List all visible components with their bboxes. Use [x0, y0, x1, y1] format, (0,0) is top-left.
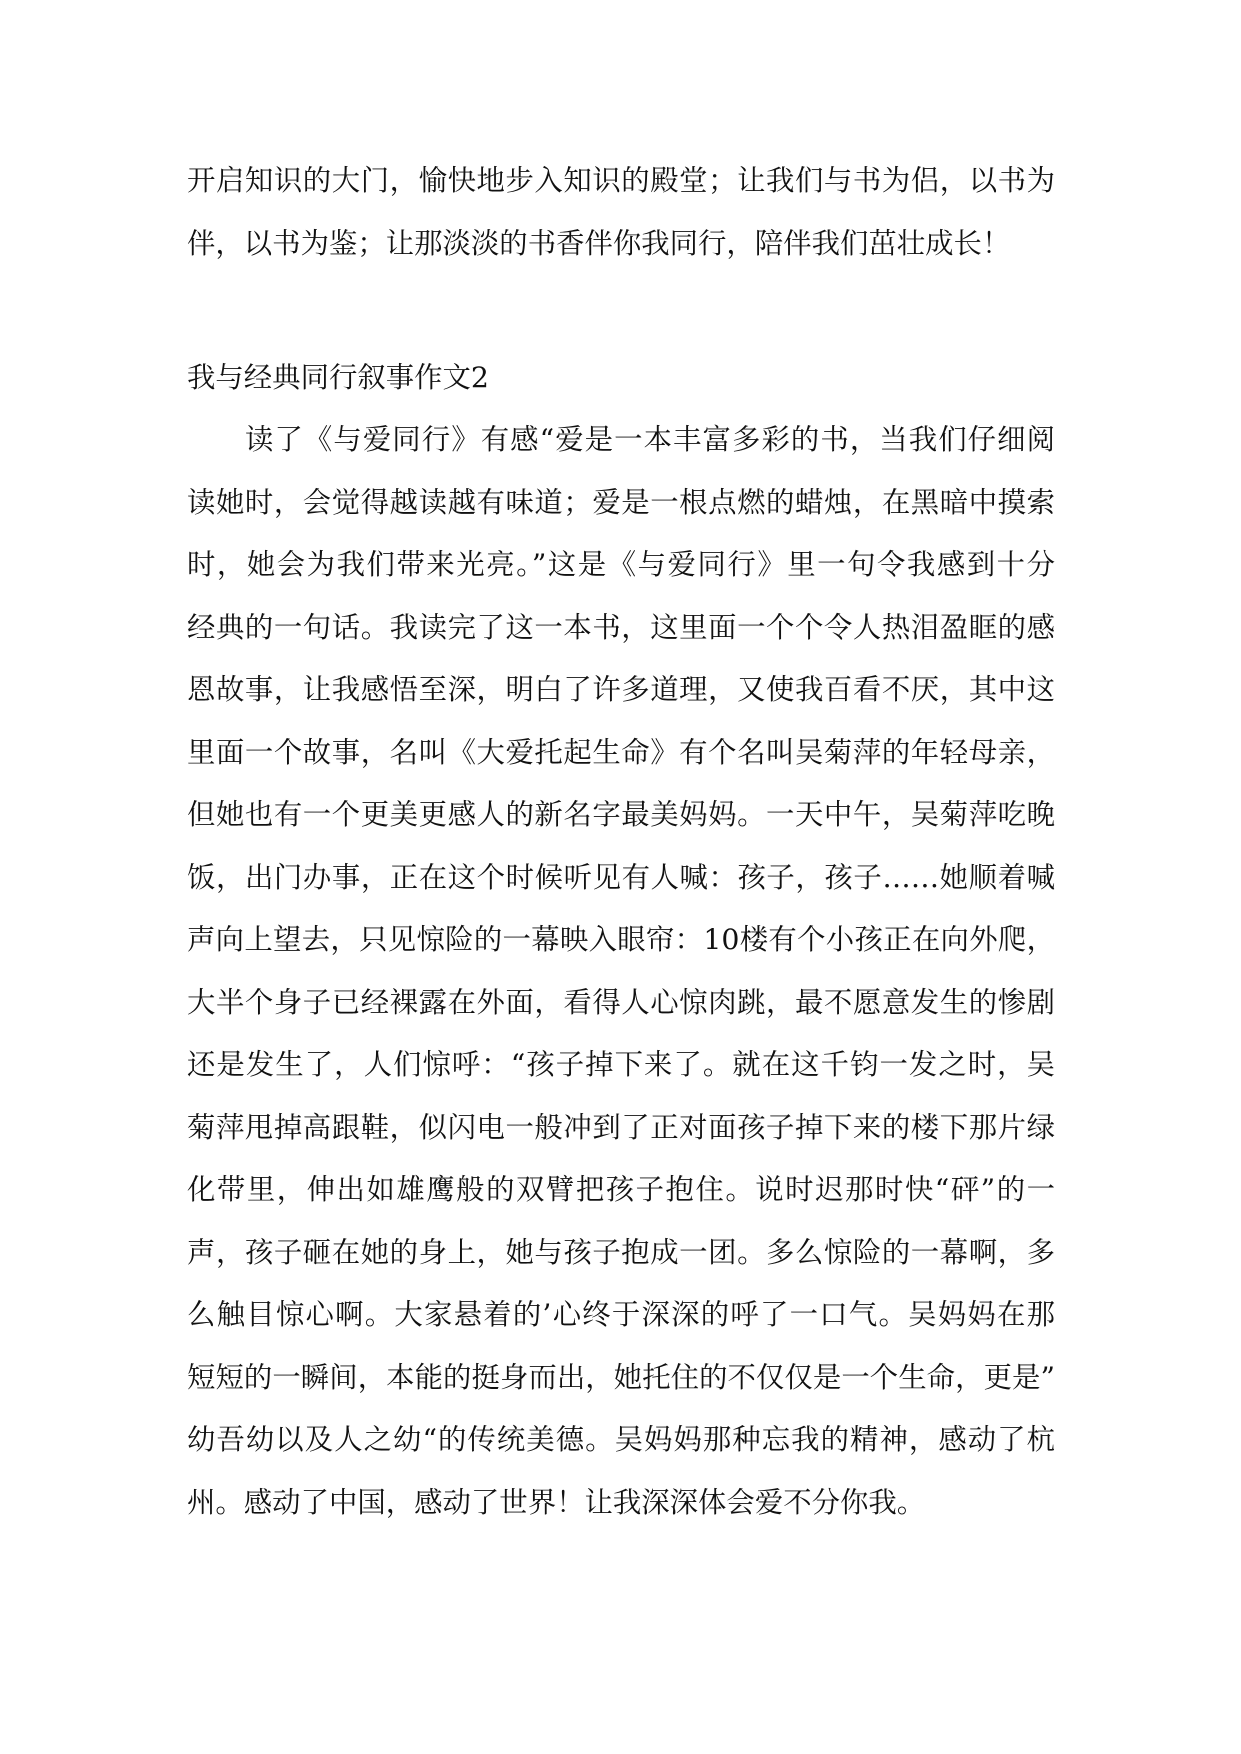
essay-line: 恩故事，让我感悟至深，明白了许多道理，又使我百看不厌，其中这	[187, 673, 1055, 706]
intro-line: 伴，以书为鉴；让那淡淡的书香伴你我同行，陪伴我们茁壮成长！	[187, 226, 1011, 260]
essay-line: 时，她会为我们带来光亮。”这是《与爱同行》里一句令我感到十分	[187, 548, 1055, 581]
essay-line: 里面一个故事，名叫《大爱托起生命》有个名叫吴菊萍的年轻母亲，	[187, 735, 1055, 769]
essay-line: 么触目惊心啊。大家悬着的’心终于深深的呼了一口气。吴妈妈在那	[187, 1298, 1055, 1331]
essay-line: 短短的一瞬间，本能的挺身而出，她托住的不仅仅是一个生命，更是”	[187, 1360, 1055, 1394]
essay-line: 但她也有一个更美更感人的新名字最美妈妈。一天中午，吴菊萍吃晚	[187, 798, 1055, 831]
essay-body	[187, 409, 1055, 1534]
essay-line: 经典的一句话。我读完了这一本书，这里面一个个令人热泪盈眶的感	[187, 610, 1055, 644]
essay-line: 声，孩子砸在她的身上，她与孩子抱成一团。多么惊险的一幕啊，多	[187, 1235, 1055, 1269]
essay-line: 还是发生了，人们惊呼：“孩子掉下来了。就在这千钧一发之时，吴	[187, 1048, 1055, 1081]
essay-line: 读了《与爱同行》有感“爱是一本丰富多彩的书，当我们仔细阅	[245, 423, 1055, 456]
intro-line: 开启知识的大门，愉快地步入知识的殿堂；让我们与书为侣，以书为	[187, 164, 1055, 197]
essay-title: 我与经典同行叙事作文2	[187, 361, 489, 394]
essay-line: 化带里，伸出如雄鹰般的双臂把孩子抱住。说时迟那时快“砰”的一	[187, 1173, 1055, 1206]
essay-line: 读她时，会觉得越读越有味道；爱是一根点燃的蜡烛，在黑暗中摸索	[187, 485, 1055, 519]
intro-paragraph	[187, 150, 1055, 275]
essay-line: 大半个身子已经裸露在外面，看得人心惊肉跳，最不愿意发生的惨剧	[187, 985, 1055, 1019]
essay-line: 州。感动了中国，感动了世界！让我深深体会爱不分你我。	[187, 1485, 926, 1519]
essay-line: 声向上望去，只见惊险的一幕映入眼帘：10楼有个小孩正在向外爬，	[187, 923, 1055, 956]
essay-line: 菊萍甩掉高跟鞋，似闪电一般冲到了正对面孩子掉下来的楼下那片绿	[187, 1110, 1055, 1144]
essay-line: 幼吾幼以及人之幼“的传统美德。吴妈妈那种忘我的精神，感动了杭	[187, 1423, 1055, 1456]
essay-line: 饭，出门办事，正在这个时候听见有人喊：孩子，孩子……她顺着喊	[187, 860, 1055, 894]
